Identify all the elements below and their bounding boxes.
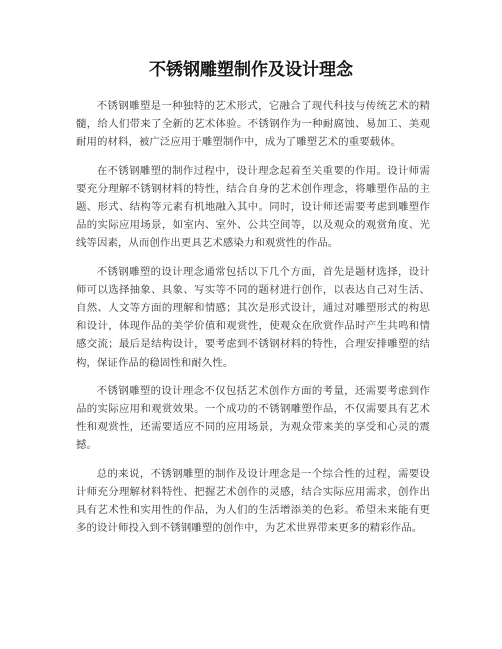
paragraph: 不锈钢雕塑是一种独特的艺术形式，它融合了现代科技与传统艺术的精髓，给人们带来了全新的艺术体验。不锈钢作为一种耐腐蚀、易加工、美观耐用的材料，被广泛应用于雕塑制作中，成为了雕塑艺术的重要载体。 xyxy=(76,100,430,149)
document-title: 不锈钢雕塑制作及设计理念 xyxy=(149,60,353,80)
paragraph: 在不锈钢雕塑的制作过程中，设计理念起着至关重要的作用。设计师需要充分理解不锈钢材料的特性，结合自身的艺术创作理念，将雕塑作品的主题、形式、结构等元素有机地融入其中。同时，设计师还需要考虑到雕塑作品的实际应用场景，如室内、室外、公共空间等，以及观众的观赏角度、光线等因素，从而创作出更具艺术感染力和观赏性的作品。 xyxy=(76,164,430,250)
paragraph: 总的来说，不锈钢雕塑的制作及设计理念是一个综合性的过程，需要设计师充分理解材料特性、把握艺术创作的灵感，结合实际应用需求，创作出具有艺术性和实用性的作品，为人们的生活增添美的色彩。希望未来能有更多的设计师投入到不锈钢雕塑的创作中，为艺术世界带来更多的精彩作品。 xyxy=(76,467,430,535)
paragraph: 不锈钢雕塑的设计理念不仅包括艺术创作方面的考量，还需要考虑到作品的实际应用和观赏效果。一个成功的不锈钢雕塑作品，不仅需要具有艺术性和观赏性，还需要适应不同的应用场景，为观众带来美的享受和心灵的震撼。 xyxy=(76,384,430,452)
paragraph: 不锈钢雕塑的设计理念通常包括以下几个方面，首先是题材选择，设计师可以选择抽象、具象、写实等不同的题材进行创作，以表达自己对生活、自然、人文等方面的理解和情感；其次是形式设计，通过对雕塑形式的构思和设计，体现作品的美学价值和观赏性，使观众在欣赏作品时产生共鸣和情感交流；最后是结构设计，要考虑到不锈钢材料的特性，合理安排雕塑的结构，保证作品的稳固性和耐久性。 xyxy=(76,265,430,369)
document-body xyxy=(76,97,430,547)
